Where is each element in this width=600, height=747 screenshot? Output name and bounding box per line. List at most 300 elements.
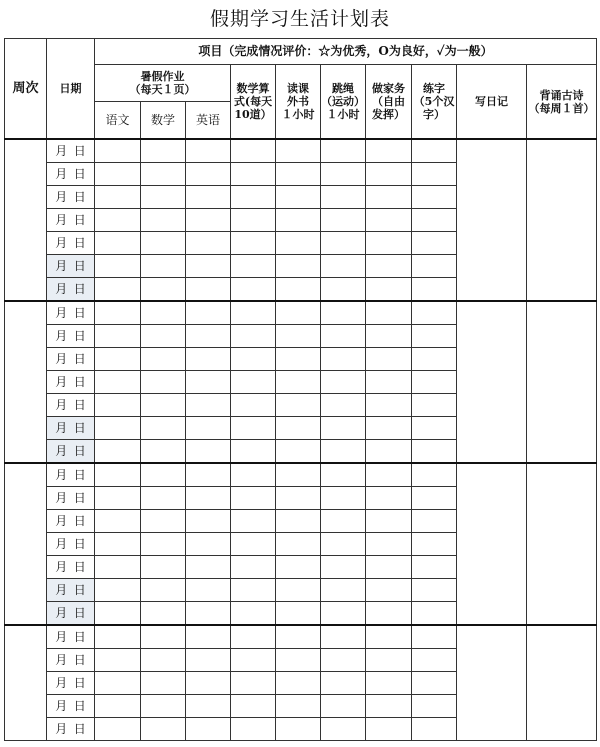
entry-cell [186, 232, 231, 255]
month-label: 月 [55, 721, 68, 736]
entry-cell [412, 163, 457, 186]
entry-cell [276, 487, 321, 510]
summer-homework-header: 暑假作业 （每天１页） [95, 65, 231, 102]
entry-cell [276, 602, 321, 626]
entry-cell [366, 232, 412, 255]
week-cell [5, 463, 47, 625]
poem-cell [527, 301, 597, 463]
entry-cell [276, 394, 321, 417]
entry-cell [141, 371, 186, 394]
entry-cell [321, 163, 366, 186]
diary-header: 写日记 [457, 65, 527, 140]
entry-cell [186, 625, 231, 649]
entry-cell [95, 533, 141, 556]
entry-cell [186, 371, 231, 394]
date-cell [47, 718, 95, 741]
day-label: 日 [73, 605, 86, 620]
day-label: 日 [73, 374, 86, 389]
day-label: 日 [73, 397, 86, 412]
entry-cell [231, 556, 276, 579]
entry-cell [231, 163, 276, 186]
poem-cell [527, 139, 597, 301]
entry-cell [231, 672, 276, 695]
entry-cell [321, 510, 366, 533]
entry-cell [231, 533, 276, 556]
month-label: 月 [55, 258, 68, 273]
entry-cell [276, 255, 321, 278]
month-label: 月 [55, 189, 68, 204]
entry-cell [321, 463, 366, 487]
entry-cell [412, 487, 457, 510]
entry-cell [366, 533, 412, 556]
entry-cell [366, 695, 412, 718]
entry-cell [412, 533, 457, 556]
day-label: 日 [73, 258, 86, 273]
entry-cell [321, 394, 366, 417]
table-row [5, 463, 597, 487]
entry-cell [95, 209, 141, 232]
diary-cell [457, 625, 527, 741]
diary-cell [457, 139, 527, 301]
entry-cell [95, 649, 141, 672]
entry-cell [231, 487, 276, 510]
day-label: 日 [73, 536, 86, 551]
month-label: 月 [55, 235, 68, 250]
poem-header: 背诵古诗 （每周１首） [527, 65, 597, 140]
date-cell [47, 463, 95, 487]
entry-cell [366, 625, 412, 649]
entry-cell [321, 649, 366, 672]
entry-cell [141, 602, 186, 626]
date-cell [47, 625, 95, 649]
entry-cell [412, 718, 457, 741]
date-cell [47, 417, 95, 440]
entry-cell [95, 186, 141, 209]
entry-cell [366, 579, 412, 602]
entry-cell [276, 417, 321, 440]
entry-cell [412, 371, 457, 394]
entry-cell [186, 602, 231, 626]
entry-cell [276, 649, 321, 672]
entry-cell [366, 487, 412, 510]
day-label: 日 [73, 305, 86, 320]
month-label: 月 [55, 513, 68, 528]
month-label: 月 [55, 420, 68, 435]
month-label: 月 [55, 397, 68, 412]
entry-cell [141, 348, 186, 371]
entry-cell [231, 579, 276, 602]
day-label: 日 [73, 443, 86, 458]
date-cell [47, 301, 95, 325]
month-label: 月 [55, 675, 68, 690]
entry-cell [186, 695, 231, 718]
entry-cell [276, 163, 321, 186]
entry-cell [276, 278, 321, 302]
entry-cell [95, 463, 141, 487]
entry-cell [95, 232, 141, 255]
day-label: 日 [73, 212, 86, 227]
entry-cell [95, 625, 141, 649]
entry-cell [366, 510, 412, 533]
month-label: 月 [55, 490, 68, 505]
entry-cell [321, 440, 366, 464]
entry-cell [186, 463, 231, 487]
entry-cell [412, 602, 457, 626]
reading-header: 读课 外书 １小时 [276, 65, 321, 140]
entry-cell [231, 186, 276, 209]
entry-cell [95, 348, 141, 371]
week-cell [5, 625, 47, 741]
entry-cell [95, 602, 141, 626]
math-calc-header: 数学算 式(每天 10道） [231, 65, 276, 140]
day-label: 日 [73, 420, 86, 435]
entry-cell [276, 325, 321, 348]
entry-cell [186, 672, 231, 695]
entry-cell [231, 463, 276, 487]
entry-cell [95, 278, 141, 302]
entry-cell [141, 325, 186, 348]
month-label: 月 [55, 443, 68, 458]
week-cell [5, 301, 47, 463]
date-cell [47, 371, 95, 394]
entry-cell [141, 417, 186, 440]
week-header: 周次 [5, 39, 47, 140]
entry-cell [366, 463, 412, 487]
entry-cell [95, 301, 141, 325]
entry-cell [366, 325, 412, 348]
day-label: 日 [73, 235, 86, 250]
entry-cell [186, 649, 231, 672]
entry-cell [95, 510, 141, 533]
month-label: 月 [55, 328, 68, 343]
day-label: 日 [73, 652, 86, 667]
date-cell [47, 487, 95, 510]
entry-cell [231, 625, 276, 649]
day-label: 日 [73, 351, 86, 366]
entry-cell [366, 163, 412, 186]
week-cell [5, 139, 47, 301]
date-cell [47, 232, 95, 255]
entry-cell [412, 417, 457, 440]
month-label: 月 [55, 605, 68, 620]
date-cell [47, 163, 95, 186]
entry-cell [141, 255, 186, 278]
entry-cell [321, 487, 366, 510]
rope-header: 跳绳 （运动） １小时 [321, 65, 366, 140]
entry-cell [276, 371, 321, 394]
entry-cell [231, 417, 276, 440]
entry-cell [231, 301, 276, 325]
entry-cell [276, 186, 321, 209]
entry-cell [141, 163, 186, 186]
entry-cell [412, 255, 457, 278]
entry-cell [276, 556, 321, 579]
entry-cell [276, 463, 321, 487]
date-cell [47, 186, 95, 209]
day-label: 日 [73, 721, 86, 736]
month-label: 月 [55, 281, 68, 296]
calligraphy-header: 练字 （5个汉 字） [412, 65, 457, 140]
entry-cell [141, 556, 186, 579]
entry-cell [186, 186, 231, 209]
entry-cell [412, 232, 457, 255]
entry-cell [141, 533, 186, 556]
month-label: 月 [55, 374, 68, 389]
entry-cell [366, 209, 412, 232]
date-cell [47, 556, 95, 579]
entry-cell [186, 579, 231, 602]
day-label: 日 [73, 467, 86, 482]
month-label: 月 [55, 351, 68, 366]
entry-cell [231, 718, 276, 741]
date-cell [47, 255, 95, 278]
month-label: 月 [55, 629, 68, 644]
month-label: 月 [55, 212, 68, 227]
entry-cell [95, 556, 141, 579]
date-cell [47, 695, 95, 718]
entry-cell [186, 533, 231, 556]
day-label: 日 [73, 166, 86, 181]
entry-cell [321, 695, 366, 718]
entry-cell [276, 579, 321, 602]
entry-cell [141, 579, 186, 602]
entry-cell [231, 255, 276, 278]
day-label: 日 [73, 559, 86, 574]
date-cell [47, 649, 95, 672]
table-row [5, 301, 597, 325]
entry-cell [366, 440, 412, 464]
entry-cell [231, 695, 276, 718]
entry-cell [186, 139, 231, 163]
entry-cell [412, 625, 457, 649]
entry-cell [95, 695, 141, 718]
subject-chinese: 语文 [95, 102, 141, 140]
day-label: 日 [73, 143, 86, 158]
entry-cell [412, 325, 457, 348]
entry-cell [186, 301, 231, 325]
entry-cell [141, 672, 186, 695]
entry-cell [231, 649, 276, 672]
entry-cell [186, 394, 231, 417]
day-label: 日 [73, 189, 86, 204]
entry-cell [141, 209, 186, 232]
entry-cell [231, 371, 276, 394]
diary-cell [457, 463, 527, 625]
month-label: 月 [55, 536, 68, 551]
entry-cell [366, 417, 412, 440]
entry-cell [366, 186, 412, 209]
entry-cell [412, 209, 457, 232]
date-cell [47, 139, 95, 163]
entry-cell [321, 579, 366, 602]
entry-cell [276, 510, 321, 533]
entry-cell [141, 278, 186, 302]
date-cell [47, 440, 95, 464]
entry-cell [95, 139, 141, 163]
entry-cell [366, 718, 412, 741]
entry-cell [366, 602, 412, 626]
entry-cell [186, 325, 231, 348]
entry-cell [321, 278, 366, 302]
entry-cell [321, 186, 366, 209]
entry-cell [231, 348, 276, 371]
entry-cell [321, 556, 366, 579]
items-header: 项目（完成情况评价：☆为优秀，O为良好，✓为一般） [95, 39, 597, 65]
entry-cell [186, 487, 231, 510]
entry-cell [186, 348, 231, 371]
entry-cell [412, 510, 457, 533]
entry-cell [186, 510, 231, 533]
entry-cell [186, 278, 231, 302]
day-label: 日 [73, 281, 86, 296]
entry-cell [412, 695, 457, 718]
entry-cell [141, 139, 186, 163]
day-label: 日 [73, 328, 86, 343]
entry-cell [276, 139, 321, 163]
date-cell [47, 602, 95, 626]
entry-cell [231, 278, 276, 302]
month-label: 月 [55, 143, 68, 158]
entry-cell [141, 232, 186, 255]
entry-cell [186, 718, 231, 741]
poem-cell [527, 625, 597, 741]
entry-cell [95, 163, 141, 186]
entry-cell [321, 139, 366, 163]
entry-cell [321, 625, 366, 649]
diary-cell [457, 301, 527, 463]
entry-cell [95, 325, 141, 348]
entry-cell [141, 625, 186, 649]
plan-table [4, 38, 597, 741]
entry-cell [276, 672, 321, 695]
entry-cell [276, 232, 321, 255]
entry-cell [321, 325, 366, 348]
entry-cell [321, 301, 366, 325]
entry-cell [412, 139, 457, 163]
day-label: 日 [73, 582, 86, 597]
entry-cell [141, 301, 186, 325]
day-label: 日 [73, 675, 86, 690]
entry-cell [321, 371, 366, 394]
month-label: 月 [55, 582, 68, 597]
entry-cell [412, 463, 457, 487]
poem-cell [527, 463, 597, 625]
entry-cell [412, 672, 457, 695]
entry-cell [412, 278, 457, 302]
date-cell [47, 579, 95, 602]
entry-cell [412, 556, 457, 579]
entry-cell [186, 255, 231, 278]
entry-cell [141, 695, 186, 718]
entry-cell [366, 672, 412, 695]
entry-cell [186, 163, 231, 186]
entry-cell [141, 718, 186, 741]
entry-cell [276, 625, 321, 649]
entry-cell [321, 232, 366, 255]
table-row [5, 139, 597, 163]
entry-cell [366, 371, 412, 394]
entry-cell [366, 556, 412, 579]
entry-cell [95, 440, 141, 464]
entry-cell [366, 278, 412, 302]
entry-cell [95, 394, 141, 417]
entry-cell [321, 417, 366, 440]
entry-cell [95, 718, 141, 741]
entry-cell [276, 533, 321, 556]
entry-cell [141, 463, 186, 487]
entry-cell [231, 139, 276, 163]
entry-cell [276, 348, 321, 371]
entry-cell [141, 394, 186, 417]
entry-cell [276, 440, 321, 464]
entry-cell [231, 510, 276, 533]
entry-cell [95, 579, 141, 602]
entry-cell [321, 209, 366, 232]
month-label: 月 [55, 166, 68, 181]
entry-cell [141, 649, 186, 672]
entry-cell [95, 417, 141, 440]
entry-cell [276, 695, 321, 718]
entry-cell [95, 371, 141, 394]
entry-cell [412, 440, 457, 464]
entry-cell [412, 394, 457, 417]
entry-cell [412, 579, 457, 602]
day-label: 日 [73, 698, 86, 713]
entry-cell [231, 602, 276, 626]
entry-cell [321, 533, 366, 556]
entry-cell [366, 139, 412, 163]
entry-cell [412, 301, 457, 325]
entry-cell [186, 417, 231, 440]
entry-cell [231, 209, 276, 232]
entry-cell [366, 301, 412, 325]
table-row [5, 625, 597, 649]
entry-cell [412, 348, 457, 371]
entry-cell [141, 510, 186, 533]
date-cell [47, 209, 95, 232]
date-cell [47, 672, 95, 695]
entry-cell [276, 718, 321, 741]
entry-cell [231, 325, 276, 348]
entry-cell [366, 649, 412, 672]
entry-cell [231, 232, 276, 255]
day-label: 日 [73, 629, 86, 644]
entry-cell [321, 348, 366, 371]
entry-cell [95, 255, 141, 278]
entry-cell [321, 718, 366, 741]
entry-cell [186, 556, 231, 579]
entry-cell [186, 440, 231, 464]
month-label: 月 [55, 467, 68, 482]
entry-cell [321, 672, 366, 695]
entry-cell [321, 255, 366, 278]
date-cell [47, 510, 95, 533]
date-cell [47, 325, 95, 348]
date-cell [47, 348, 95, 371]
entry-cell [95, 672, 141, 695]
chores-header: 做家务 （自由 发挥） [366, 65, 412, 140]
month-label: 月 [55, 559, 68, 574]
entry-cell [231, 394, 276, 417]
date-cell [47, 278, 95, 302]
entry-cell [141, 186, 186, 209]
entry-cell [412, 186, 457, 209]
entry-cell [186, 209, 231, 232]
entry-cell [141, 487, 186, 510]
month-label: 月 [55, 652, 68, 667]
entry-cell [141, 440, 186, 464]
day-label: 日 [73, 513, 86, 528]
